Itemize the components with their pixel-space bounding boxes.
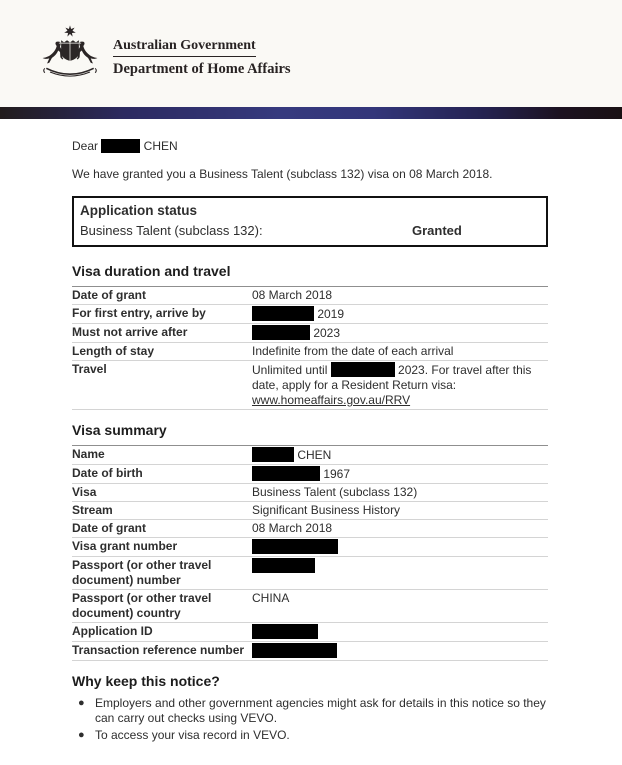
- table-row: [72, 589, 548, 622]
- section-title-visa-duration: Visa duration and travel: [72, 263, 231, 279]
- field-value: [252, 558, 548, 574]
- visa-duration-table: [72, 286, 548, 410]
- redaction-box: [252, 643, 337, 658]
- field-label: Must not arrive after: [72, 325, 188, 339]
- field-value: Unlimited until 2023. For travel after this date, apply for a Resident Return visa: www.homeaffairs.gov.au/RRV: [252, 363, 532, 407]
- field-label: Date of birth: [72, 466, 143, 480]
- visa-summary-table: [72, 445, 548, 661]
- field-value: 08 March 2018: [252, 521, 333, 535]
- status-value: Granted: [412, 223, 462, 238]
- field-value: 2019: [252, 306, 548, 322]
- table-row: [72, 464, 548, 483]
- field-label: Date of grant: [72, 521, 147, 535]
- field-label: Passport (or other travel document) number: [72, 558, 212, 587]
- letter-body: [72, 119, 548, 743]
- intro-paragraph: We have granted you a Business Talent (subclass 132) visa on 08 March 2018.: [72, 167, 493, 181]
- field-label: Visa grant number: [72, 539, 178, 553]
- table-row: [72, 622, 548, 641]
- table-row: [72, 519, 548, 537]
- government-name: Australian Government: [113, 38, 256, 57]
- application-status-title: Application status: [80, 203, 198, 218]
- field-label: Visa: [72, 485, 97, 499]
- redaction-box: [252, 466, 320, 481]
- table-row: [72, 501, 548, 519]
- redaction-box: [252, 539, 338, 554]
- field-value: 08 March 2018: [252, 288, 333, 302]
- table-row: [72, 446, 548, 464]
- redaction-box: [331, 362, 395, 377]
- bullet-item: [72, 696, 548, 726]
- field-value: Business Talent (subclass 132): [252, 485, 418, 499]
- field-label: Date of grant: [72, 288, 147, 302]
- field-value: [252, 624, 548, 640]
- application-status-box: [72, 196, 548, 247]
- australian-coat-of-arms-icon: [33, 20, 107, 90]
- field-value: Significant Business History: [252, 503, 401, 517]
- field-value: [252, 539, 548, 555]
- table-row: [72, 304, 548, 323]
- field-label: Length of stay: [72, 344, 155, 358]
- field-value: [252, 643, 548, 659]
- redaction-box: [252, 624, 318, 639]
- why-keep-bullet-list: [72, 696, 548, 743]
- department-name: Department of Home Affairs: [113, 61, 291, 77]
- redaction-box: [252, 306, 314, 321]
- table-row: [72, 323, 548, 342]
- why-keep-title: Why keep this notice?: [72, 673, 220, 689]
- redaction-box: [252, 558, 315, 573]
- table-row: [72, 483, 548, 501]
- field-value: CHEN: [252, 447, 548, 463]
- bullet-item: [72, 728, 548, 743]
- visa-type-label: Business Talent (subclass 132):: [80, 223, 263, 238]
- field-label: Passport (or other travel document) country: [72, 591, 212, 620]
- field-value: CHINA: [252, 591, 290, 605]
- field-label: Travel: [72, 362, 107, 376]
- table-row: [72, 287, 548, 304]
- field-label: Transaction reference number: [72, 643, 245, 657]
- field-value: 2023: [252, 325, 548, 341]
- header-divider-bar: [0, 107, 622, 119]
- letterhead: [0, 0, 622, 107]
- table-row: [72, 556, 548, 589]
- field-label: Name: [72, 447, 105, 461]
- bullet-icon: ●: [78, 729, 85, 741]
- rrv-link[interactable]: www.homeaffairs.gov.au/RRV: [252, 393, 411, 407]
- bullet-text: Employers and other government agencies might ask for details in this notice so they can carry out checks using VEVO.: [95, 696, 546, 725]
- table-row: [72, 641, 548, 660]
- bullet-icon: ●: [78, 697, 85, 709]
- field-label: Application ID: [72, 624, 153, 638]
- field-value: 1967: [252, 466, 548, 482]
- table-row: [72, 342, 548, 360]
- section-title-visa-summary: Visa summary: [72, 422, 167, 438]
- redaction-box: [252, 325, 310, 340]
- field-label: Stream: [72, 503, 113, 517]
- table-row: [72, 537, 548, 556]
- redaction-box: [252, 447, 294, 462]
- field-value: Indefinite from the date of each arrival: [252, 344, 454, 358]
- redaction-box: [101, 139, 140, 153]
- bullet-text: To access your visa record in VEVO.: [95, 728, 290, 742]
- salutation-line: Dear CHEN: [72, 139, 178, 153]
- table-row: [72, 360, 548, 409]
- field-label: For first entry, arrive by: [72, 306, 206, 320]
